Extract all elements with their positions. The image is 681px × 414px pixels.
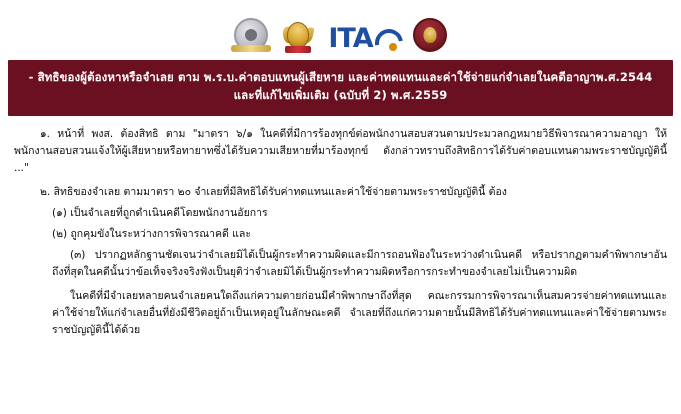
banner-line-2: และที่แก้ไขเพิ่มเติม (ฉบับที่ 2) พ.ศ.2559: [233, 87, 448, 102]
gold-garuda-seal-icon: [284, 20, 312, 52]
logo-strip: [0, 0, 681, 52]
banner-line-1: - สิทธิของผู้ต้องหาหรือจำเลย ตาม พ.ร.บ.ค่าตอบแทนผู้เสียหาย และค่าทดแทนและค่าใช้จ่ายแก่จำเลยในคดีอาญาพ.ศ.2544: [28, 70, 653, 84]
ita-wordmark-text: ITA: [328, 23, 373, 54]
paragraph-3: ในคดีที่มีจำเลยหลายคนจำเลยคนใดถึงแก่ความตายก่อนมีคำพิพากษาถึงที่สุด คณะกรรมการพิจารณาเห็นสมควรจ่ายค่าทดแทนและค่าใช้จ่ายให้แก่จำเลยอื่นที่ยังมีชีวิตอยู่ถ้าเป็นเหตุอยู่ในลักษณะคดี จำเลยที่ถึงแก่ความตายนั้นมีสิทธิได้รับค่าทดแทนและค่าใช้จ่ายตามพระราชบัญญัตินี้ได้ด้วย: [52, 289, 667, 336]
paragraph-2: ๒. สิทธิของจำเลย ตามมาตรา ๒๐ จำเลยที่มีสิทธิได้รับค่าทดแทนและค่าใช้จ่ายตามพระราชบัญญัตินี้ ต้อง: [40, 185, 507, 198]
clause-2: (๒) ถูกคุมขังในระหว่างการพิจารณาคดี และ: [52, 227, 252, 240]
maroon-round-seal-icon: [413, 18, 447, 52]
ita-swoosh-icon: [375, 26, 397, 52]
title-banner: [8, 60, 673, 116]
clause-1: (๑) เป็นจำเลยที่ถูกดำเนินคดีโดยพนักงานอัยการ: [52, 206, 268, 219]
clause-3: (๓) ปรากฏหลักฐานชัดเจนว่าจำเลยมิได้เป็นผู้กระทำความผิดและมีการถอนฟ้องในระหว่างดำเนินคดี หรือปรากฏตามคำพิพากษาอันถึงที่สุดในคดีนั้นว่าข้อเท็จจริงจริงฟังเป็นยุติว่าจำเลยมิได้เป็นผู้กระทำความผิดหรือการกระทำของจำเลยไม่เป็นความผิด: [52, 248, 667, 278]
paragraph-1: ๑. หน้าที่ พงส. ต้องสิทธิ ตาม "มาตรา ๖/๑ ในคดีที่มีการร้องทุกข์ต่อพนักงานสอบสวนตามประมวลกฎหมายวิธีพิจารณาความอาญา ให้พนักงานสอบสวนแจ้งให้ผู้เสียหายหรือทายาทซึ่งได้รับความเสียหายที่มาร้องทุกข์ ดังกล่าวทราบถึงสิทธิการได้รับค่าตอบแทนตามพระราชบัญญัตินี้ ...": [14, 127, 667, 174]
grey-round-seal-icon: [234, 18, 268, 52]
ita-logo: [328, 25, 396, 52]
document-body: [0, 116, 681, 339]
